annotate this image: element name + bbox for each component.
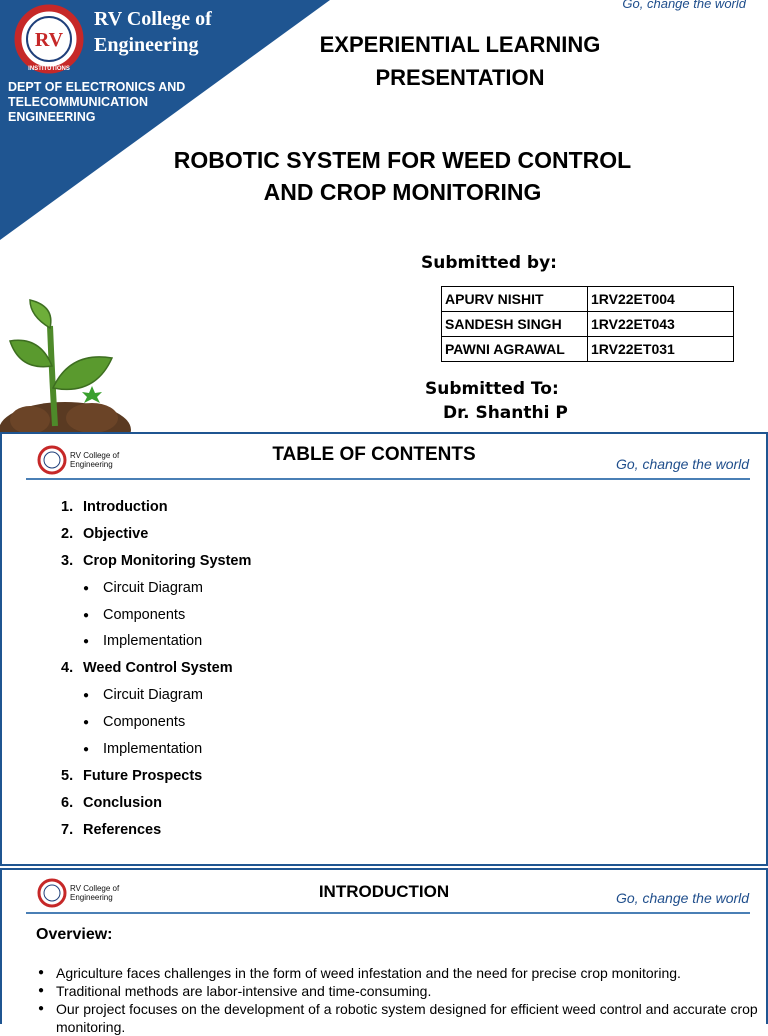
- list-item: [38, 1000, 758, 1036]
- bullet-icon: ●: [83, 744, 90, 756]
- guide-name: Dr. Shanthi P: [443, 403, 568, 423]
- bullet-icon: ●: [83, 636, 90, 648]
- member-name: PAWNI AGRAWAL: [442, 337, 588, 362]
- overview-heading: Overview:: [36, 926, 113, 943]
- bullet-icon: ●: [83, 690, 90, 702]
- toc-subitem: [61, 682, 251, 709]
- tagline: Go, change the world: [616, 456, 750, 472]
- toc-subitem-label: Components: [103, 714, 186, 731]
- toc-subitem: [61, 602, 251, 629]
- table-row: [442, 312, 734, 337]
- divider: [26, 912, 750, 914]
- toc-item: [61, 521, 251, 548]
- bullet-icon: ●: [38, 985, 45, 996]
- toc-item-number: 3.: [61, 552, 74, 569]
- bullet-icon: ●: [83, 609, 90, 621]
- bullet-text: Agriculture faces challenges in the form of weed infestation and the need for precise crop monitoring.: [56, 965, 681, 981]
- toc-item: [61, 494, 251, 521]
- toc-item-number: 7.: [61, 821, 74, 838]
- submitted-by-label: Submitted by:: [421, 253, 557, 273]
- college-name: RV College of Engineering: [94, 8, 212, 56]
- toc-subitem-label: Components: [103, 606, 186, 623]
- introduction-slide: [0, 868, 768, 1035]
- toc-item-label: References: [83, 821, 162, 838]
- toc-subitem: [61, 736, 251, 763]
- toc-subitem: [61, 628, 251, 655]
- college-name: RV College of Engineering: [70, 451, 120, 469]
- svg-text:INSTITUTIONS: INSTITUTIONS: [28, 66, 70, 72]
- toc-item-number: 4.: [61, 660, 74, 677]
- member-name: APURV NISHIT: [442, 287, 588, 312]
- college-name: RV College of Engineering: [70, 884, 120, 902]
- member-usn: 1RV22ET004: [588, 287, 734, 312]
- member-name: SANDESH SINGH: [442, 312, 588, 337]
- toc-subitem-label: Implementation: [103, 741, 203, 758]
- toc-item-number: 5.: [61, 767, 74, 784]
- table-row: [442, 337, 734, 362]
- toc-item: [61, 790, 251, 817]
- toc-item-number: 6.: [61, 794, 74, 811]
- submitted-to-label: Submitted To:: [425, 379, 559, 399]
- members-table: [441, 286, 734, 362]
- presentation-title: EXPERIENTIAL LEARNING PRESENTATION: [319, 32, 601, 90]
- list-item: [38, 982, 758, 1000]
- table-row: [442, 287, 734, 312]
- toc-list: [61, 494, 251, 844]
- department-name: DEPT OF ELECTRONICS AND TELECOMMUNICATION ENGINEERING: [8, 80, 186, 124]
- member-usn: 1RV22ET043: [588, 312, 734, 337]
- toc-slide: [0, 432, 768, 866]
- divider: [26, 478, 750, 480]
- plant-icon: [0, 296, 130, 432]
- svg-text:RV: RV: [34, 29, 64, 51]
- bullet-icon: ●: [38, 1003, 45, 1014]
- bullet-text: Traditional methods are labor-intensive and time-consuming.: [56, 983, 432, 999]
- bullet-icon: ●: [38, 967, 45, 978]
- toc-item-number: 1.: [61, 499, 74, 515]
- toc-subitem-label: Circuit Diagram: [103, 579, 203, 596]
- toc-item-label: Conclusion: [83, 794, 162, 811]
- bullet-text: Our project focuses on the development of a robotic system designed for efficient weed control and accurate crop monitoring.: [56, 1001, 758, 1035]
- rv-college-logo: [38, 879, 66, 907]
- tagline: Go, change the world: [622, 0, 746, 11]
- project-title: ROBOTIC SYSTEM FOR WEED CONTROL AND CROP MONITORING: [173, 147, 632, 205]
- slide-title: TABLE OF CONTENTS: [272, 444, 476, 465]
- slide-title: INTRODUCTION: [318, 882, 450, 901]
- toc-subitem: [61, 709, 251, 736]
- toc-subitem-label: Implementation: [103, 633, 203, 650]
- toc-item: [61, 655, 251, 682]
- bullet-list: [38, 964, 758, 1036]
- toc-item-label: Weed Control System: [83, 660, 233, 677]
- tagline: Go, change the world: [616, 890, 750, 906]
- rv-college-logo: [38, 446, 66, 474]
- bullet-icon: ●: [83, 582, 90, 594]
- toc-item-number: 2.: [61, 525, 74, 542]
- title-slide: [0, 0, 768, 432]
- toc-subitem-label: Circuit Diagram: [103, 687, 203, 704]
- member-usn: 1RV22ET031: [588, 337, 734, 362]
- toc-subitem: [61, 575, 251, 602]
- toc-item: [61, 548, 251, 575]
- rv-college-logo: [14, 4, 84, 74]
- toc-item-label: Crop Monitoring System: [83, 552, 252, 569]
- list-item: [38, 964, 758, 982]
- toc-item-label: Objective: [83, 525, 149, 542]
- bullet-icon: ●: [83, 717, 90, 729]
- toc-item-label: Introduction: [83, 499, 168, 515]
- toc-item: [61, 817, 251, 844]
- toc-item: [61, 763, 251, 790]
- toc-item-label: Future Prospects: [83, 767, 203, 784]
